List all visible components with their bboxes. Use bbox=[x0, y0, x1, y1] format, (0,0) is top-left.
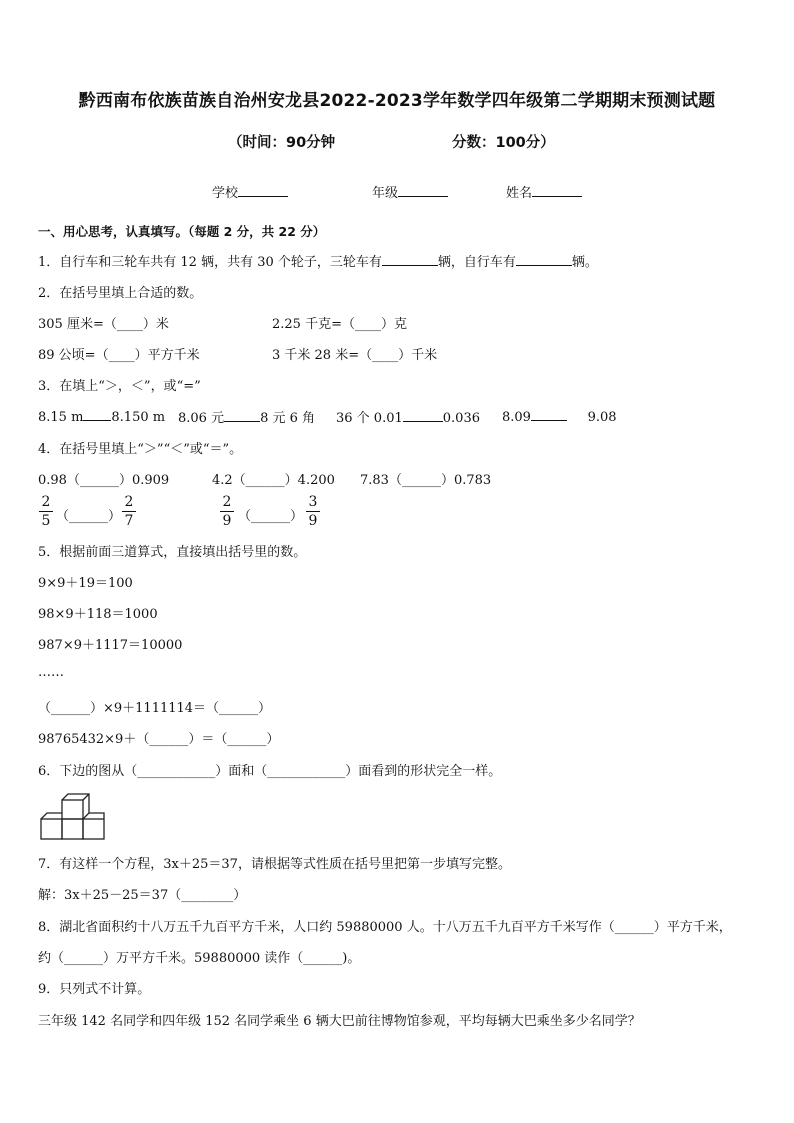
question-1 bbox=[38, 251, 598, 270]
question-8-line-2: 约（______）万平方千米。59880000 读作（______)。 bbox=[38, 951, 361, 966]
question-2-stem: 2．在括号里填上合适的数。 bbox=[38, 286, 203, 301]
fraction-4-numerator: 3 bbox=[308, 494, 318, 510]
q3-item4-right: 9.08 bbox=[587, 410, 617, 425]
cube-figure bbox=[38, 790, 108, 846]
question-4-stem: 4．在括号里填上“＞”“＜”或“＝”。 bbox=[38, 442, 243, 457]
fraction-1 bbox=[39, 494, 53, 529]
fraction-3-numerator: 2 bbox=[222, 494, 232, 510]
q4-c: 7.83（______）0.783 bbox=[360, 473, 492, 488]
q1-blank-2 bbox=[516, 252, 572, 266]
question-3-stem: 3．在填上“＞，＜”，或“=” bbox=[38, 379, 201, 394]
q3-item3 bbox=[336, 407, 480, 426]
q3-items bbox=[38, 407, 165, 425]
q3-blank-2 bbox=[224, 408, 260, 422]
time-limit: （时间：90分钟 bbox=[228, 135, 336, 151]
q4-paren-1: （______） bbox=[56, 509, 122, 524]
cube-bottom-top-edge bbox=[41, 813, 62, 819]
name-label: 姓名 bbox=[506, 186, 533, 201]
q1-text-a: 1．自行车和三轮车共有 12 辆，共有 30 个轮子，三轮车有 bbox=[38, 255, 382, 270]
exam-title: 黔西南布依族苗族自治州安龙县2022-2023学年数学四年级第二学期期末预测试题 bbox=[78, 91, 716, 111]
fraction-4-denominator: 9 bbox=[308, 513, 318, 529]
question-9-text: 三年级 142 名同学和四年级 152 名同学乘坐 6 辆大巴前往博物馆参观，平均每辆大巴乘坐多少名同学？ bbox=[38, 1014, 641, 1029]
q7-solution: 解：3x＋25－25＝37（________） bbox=[38, 888, 247, 903]
fraction-4 bbox=[306, 494, 320, 529]
section-heading: 一、用心思考，认真填写。（每题 2 分，共 22 分） bbox=[38, 224, 326, 239]
q1-blank-1 bbox=[382, 252, 438, 266]
question-9-stem: 9．只列式不计算。 bbox=[38, 982, 151, 997]
q3-item4 bbox=[502, 407, 617, 425]
q5-equation-1: 9×9＋19＝100 bbox=[38, 576, 133, 591]
q3-blank-3 bbox=[403, 408, 443, 422]
q3-item3-right: 0.036 bbox=[442, 411, 480, 426]
q5-ellipsis: …… bbox=[38, 665, 64, 680]
grade-label: 年级 bbox=[372, 186, 399, 201]
q3-item1-left: 8.15 m bbox=[38, 410, 84, 425]
cube-bottom-right bbox=[83, 819, 104, 839]
cube-bottom-mid bbox=[62, 819, 83, 839]
grade-field bbox=[372, 182, 448, 201]
name-field bbox=[506, 182, 582, 201]
question-8-line-1: 8．湖北省面积约十八万五千九百平方千米，人口约 59880000 人。十八万五千九百平方千米写作（______）平方千米， bbox=[38, 920, 732, 935]
q2-row2-b: 3 千米 28 米=（____）千米 bbox=[272, 348, 438, 363]
fraction-2-numerator: 2 bbox=[124, 494, 134, 510]
question-6: 6．下边的图从（____________）面和（____________）面看到的形状完全一样。 bbox=[38, 764, 502, 779]
total-score: 分数：100分） bbox=[452, 135, 555, 151]
q4-b: 4.2（______）4.200 bbox=[212, 473, 335, 488]
q3-item2-left: 8.06 元 bbox=[178, 411, 225, 426]
school-blank bbox=[238, 182, 288, 197]
fraction-1-numerator: 2 bbox=[41, 494, 51, 510]
q3-item1-right: 8.150 m bbox=[111, 410, 166, 425]
question-5-stem: 5．根据前面三道算式，直接填出括号里的数。 bbox=[38, 545, 307, 560]
name-blank bbox=[532, 182, 582, 197]
q5-equation-2: 98×9＋118＝1000 bbox=[38, 607, 158, 622]
q4-a: 0.98（______）0.909 bbox=[38, 473, 170, 488]
q3-item2 bbox=[178, 407, 315, 426]
q5-equation-5: 98765432×9＋（______）＝（______） bbox=[38, 732, 280, 747]
q3-item3-left: 36 个 0.01 bbox=[336, 411, 403, 426]
cube-bottom-left bbox=[41, 819, 62, 839]
q4-paren-2: （______） bbox=[238, 509, 304, 524]
cube-top-edge-2 bbox=[83, 794, 89, 800]
q5-equation-4: （______）×9＋1111114＝（______） bbox=[38, 701, 272, 716]
q2-row1-a: 305 厘米=（____）米 bbox=[38, 317, 169, 332]
fraction-3 bbox=[220, 494, 234, 529]
q2-row1-b: 2.25 千克=（____）克 bbox=[272, 317, 407, 332]
q3-blank-1 bbox=[83, 407, 111, 421]
school-field bbox=[212, 182, 288, 201]
fraction-2 bbox=[122, 494, 136, 529]
school-label: 学校 bbox=[212, 186, 239, 201]
q3-item4-left: 8.09 bbox=[502, 410, 531, 425]
q3-blank-4 bbox=[531, 407, 567, 421]
q5-equation-3: 987×9＋1117＝10000 bbox=[38, 638, 183, 653]
q1-text-b: 辆，自行车有 bbox=[437, 255, 516, 270]
fraction-1-denominator: 5 bbox=[41, 513, 51, 529]
question-7: 7．有这样一个方程，3x＋25＝37，请根据等式性质在括号里把第一步填写完整。 bbox=[38, 857, 511, 872]
q1-text-c: 辆。 bbox=[571, 255, 598, 270]
grade-blank bbox=[398, 182, 448, 197]
fraction-2-denominator: 7 bbox=[124, 513, 134, 529]
cube-top-front bbox=[62, 800, 83, 819]
cube-right-top-edge bbox=[89, 813, 104, 819]
q3-item2-right: 8 元 6 角 bbox=[260, 411, 316, 426]
q2-row2-a: 89 公顷=（____）平方千米 bbox=[38, 348, 200, 363]
fraction-3-denominator: 9 bbox=[222, 513, 232, 529]
